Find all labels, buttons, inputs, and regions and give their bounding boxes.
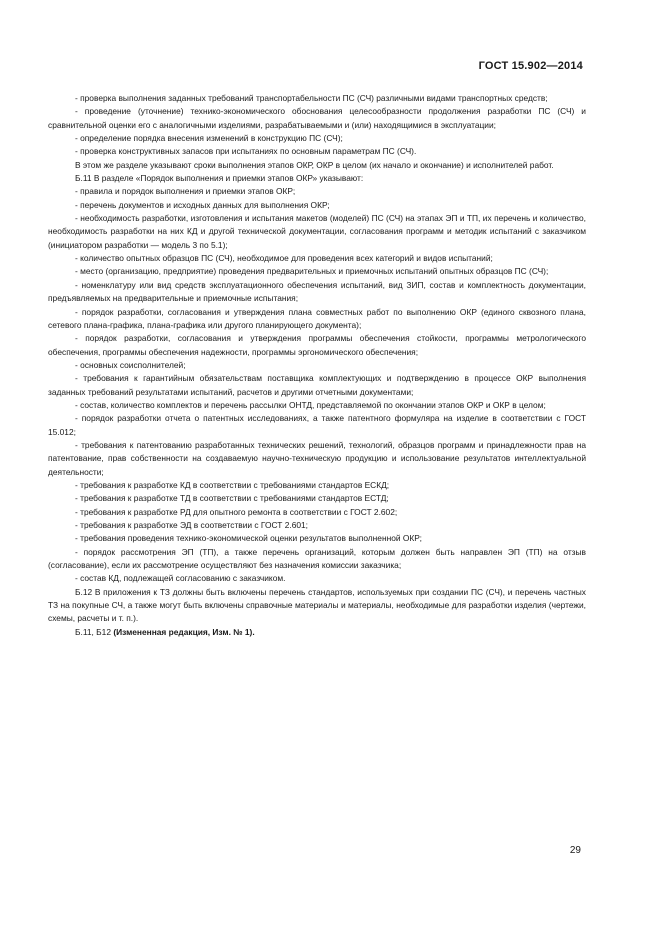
body-paragraph: - номенклатуру или вид средств эксплуатационного обеспечения испытаний, вид ЗИП, состав и комплектность документации, предъявляемых на предварительные и приемочные испытания; — [48, 279, 586, 304]
document-body — [48, 92, 586, 639]
page-number: 29 — [569, 845, 581, 856]
body-paragraph: - проведение (уточнение) технико-экономического обоснования целесообразности продолжения разработки ПС (СЧ) и сравнительной оценки его с аналогичными изделиями, разрабатываемыми и (или) находящимися в эксплуатации; — [48, 106, 586, 130]
body-paragraph: - порядок разработки, согласования и утверждения плана совместных работ по выполнению ОКР (единого сквозного плана, сетевого плана-графика, плана-графика или другого планирующего документа); — [48, 306, 586, 330]
body-paragraph: - необходимость разработки, изготовления и испытания макетов (моделей) ПС (СЧ) на этапах ЭП и ТП, их перечень и количество, необходимость разработки на них КД и другой технической документации, согласования программ и методик испытаний с заказчиком (инициатором разработки — модель 3 по 5.1); — [48, 213, 586, 250]
body-paragraph: - требования к гарантийным обязательствам поставщика комплектующих и подтверждению в процессе ОКР выполнения заданных требований результатами испытаний, расчетов и другими отчетными документами; — [48, 373, 586, 397]
body-paragraph: - порядок рассмотрения ЭП (ТП), а также перечень организаций, которым должен быть направлен ЭП (ТП) на отзыв (согласование), если их рассмотрение осуществляют без назначения комиссии заказчика; — [48, 546, 586, 571]
body-paragraph: Б.12 В приложения к ТЗ должны быть включены перечень стандартов, используемых при создании ПС (СЧ), и перечень частных ТЗ на покупные СЧ, а также могут быть включены справочные материалы и материалы, необходимые для разработки изделия (чертежи, схемы, расчеты и т. п.). — [48, 586, 586, 624]
amendment-text: (Измененная редакция, Изм. № 1). — [113, 626, 255, 637]
body-paragraph: - требования проведения технико-экономической оценки результатов выполненной ОКР; — [75, 533, 423, 544]
body-paragraph: - состав КД, подлежащей согласованию с заказчиком. — [75, 573, 286, 584]
body-paragraph: - состав, количество комплектов и перечень рассылки ОНТД, представляемой по окончании этапов ОКР и ОКР в целом; — [75, 399, 546, 410]
body-paragraph: - порядок разработки, согласования и утверждения программы обеспечения стойкости, программы метрологического обеспечения, программы обеспечения надежности, программы эргономического обеспечения; — [48, 333, 586, 357]
body-paragraph: - требования к разработке КД в соответствии с требованиями стандартов ЕСКД; — [75, 479, 390, 490]
body-paragraph: В этом же разделе указывают сроки выполнения этапов ОКР, ОКР в целом (их начало и окончание) и исполнителей работ. — [75, 159, 554, 170]
body-paragraph: - требования к патентованию разработанных технических решений, технологий, образцов программ и принадлежности прав на патентование, прав собственности на создаваемую научно-техническую продукцию и использование результатов интеллектуальной деятельности; — [48, 439, 586, 477]
body-paragraph: - требования к разработке ЭД в соответствии с ГОСТ 2.601; — [75, 520, 309, 530]
body-paragraph: - основных соисполнителей; — [75, 359, 186, 370]
body-paragraph: - проверка выполнения заданных требований транспортабельности ПС (СЧ) различными видами транспортных средств; — [75, 93, 548, 103]
amendment-note — [48, 626, 586, 639]
amendment-prefix: Б.11, Б12 — [75, 626, 114, 637]
body-paragraph: - порядок разработки отчета о патентных исследованиях, а также патентного формуляра на изделие в соответствии с ГОСТ 15.012; — [48, 413, 586, 437]
document-code: ГОСТ 15.902—2014 — [478, 60, 583, 72]
body-paragraph: - правила и порядок выполнения и приемки этапов ОКР; — [75, 186, 296, 197]
body-paragraph: Б.11 В разделе «Порядок выполнения и приемки этапов ОКР» указывают: — [75, 173, 364, 184]
body-paragraph: - требования к разработке ТД в соответствии с требованиями стандартов ЕСТД; — [75, 493, 389, 504]
body-paragraph: - требования к разработке РД для опытного ремонта в соответствии с ГОСТ 2.602; — [75, 506, 398, 517]
body-paragraph: - определение порядка внесения изменений в конструкцию ПС (СЧ); — [75, 133, 343, 144]
body-paragraph: - перечень документов и исходных данных для выполнения ОКР; — [75, 199, 330, 210]
body-paragraph: - место (организацию, предприятие) проведения предварительных и приемочных испытаний опытных образцов ПС (СЧ); — [75, 266, 549, 277]
paragraph-list — [48, 92, 586, 626]
body-paragraph: - проверка конструктивных запасов при испытаниях по основным параметрам ПС (СЧ). — [75, 146, 417, 157]
body-paragraph: - количество опытных образцов ПС (СЧ), необходимое для проведения всех категорий и видов испытаний; — [75, 253, 493, 264]
